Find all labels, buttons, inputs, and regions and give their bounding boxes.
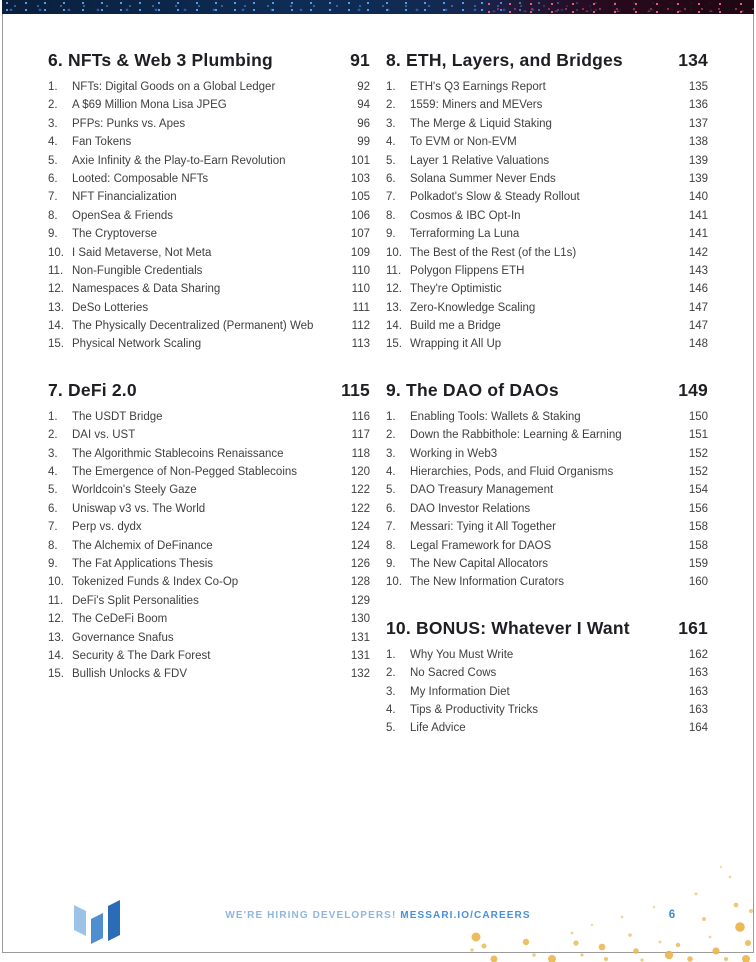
toc-item-number: 10. xyxy=(386,246,402,259)
toc-item-page: 106 xyxy=(350,209,370,222)
toc-item-number: 1. xyxy=(386,81,396,93)
toc-item-page: 139 xyxy=(688,172,708,185)
toc-item-number: 15. xyxy=(48,668,64,681)
toc-item-title: Worldcoin's Steely Gaze xyxy=(72,484,197,497)
toc-item-page: 107 xyxy=(350,228,370,241)
toc-item[interactable] xyxy=(386,262,708,280)
toc-section xyxy=(48,50,370,354)
toc-item-title: Down the Rabbithole: Learning & Earning xyxy=(410,429,622,442)
toc-item[interactable] xyxy=(386,408,708,426)
messari-logo xyxy=(72,899,122,945)
toc-item-number: 9. xyxy=(48,557,58,570)
toc-item-title: To EVM or Non-EVM xyxy=(410,136,517,149)
toc-item-page: 131 xyxy=(350,649,370,662)
toc-item-title: The CeDeFi Boom xyxy=(72,613,168,626)
toc-item[interactable] xyxy=(48,610,370,628)
toc-section xyxy=(386,380,708,592)
toc-item-page: 148 xyxy=(688,338,708,351)
toc-item-title: The New Information Curators xyxy=(410,576,565,589)
toc-item-number: 5. xyxy=(386,484,396,497)
toc-item-title: The Merge & Liquid Staking xyxy=(410,117,552,130)
toc-item-number: 14. xyxy=(386,320,402,333)
toc-item-page: 140 xyxy=(688,191,708,204)
toc-item-number: 3. xyxy=(48,117,58,130)
toc-item-page: 143 xyxy=(688,264,708,277)
toc-item[interactable] xyxy=(48,170,370,188)
section-page-number: 115 xyxy=(341,379,370,400)
toc-item-page: 137 xyxy=(688,117,708,130)
toc-item-page: 128 xyxy=(350,576,370,589)
toc-item-title: No Sacred Cows xyxy=(410,667,497,680)
toc-item[interactable] xyxy=(48,115,370,133)
toc-item-number: 15. xyxy=(48,338,64,351)
toc-item-page: 163 xyxy=(688,667,708,680)
toc-item-title: Solana Summer Never Ends xyxy=(410,172,556,185)
toc-item-number: 6. xyxy=(386,502,396,515)
toc-item-title: They're Optimistic xyxy=(410,283,502,296)
toc-item-page: 103 xyxy=(350,172,370,185)
toc-item-page: 139 xyxy=(688,154,708,167)
toc-item-page: 141 xyxy=(688,228,708,241)
toc-item-title: Tips & Productivity Tricks xyxy=(410,703,539,716)
toc-item-number: 3. xyxy=(386,447,396,460)
toc-item[interactable] xyxy=(48,225,370,243)
toc-item-title: Polygon Flippens ETH xyxy=(410,264,525,277)
toc-item[interactable] xyxy=(48,463,370,481)
toc-item[interactable] xyxy=(386,188,708,206)
toc-item-page: 124 xyxy=(350,521,370,534)
toc-item-title: Enabling Tools: Wallets & Staking xyxy=(410,410,581,423)
toc-item-number: 8. xyxy=(48,539,58,552)
section-header[interactable] xyxy=(386,618,708,639)
toc-item[interactable] xyxy=(48,537,370,555)
toc-item-page: 147 xyxy=(688,320,708,333)
toc-item-number: 5. xyxy=(48,154,58,167)
toc-item-title: The Algorithmic Stablecoins Renaissance xyxy=(72,447,284,460)
toc-item-page: 117 xyxy=(351,429,370,442)
toc-item-number: 11. xyxy=(48,594,64,607)
toc-item[interactable] xyxy=(48,317,370,335)
toc-item-page: 124 xyxy=(350,539,370,552)
gold-speckles xyxy=(464,847,754,962)
toc-item-title: The Physically Decentralized (Permanent) Web xyxy=(72,320,314,333)
toc-item[interactable] xyxy=(386,96,708,114)
toc-item-title: Terraforming La Luna xyxy=(410,228,520,241)
toc-item-title: OpenSea & Friends xyxy=(72,209,174,222)
toc-item-page: 126 xyxy=(350,557,370,570)
toc-item-title: Looted: Composable NFTs xyxy=(72,172,209,185)
toc-item-number: 12. xyxy=(386,283,402,296)
toc-item[interactable] xyxy=(386,170,708,188)
toc-item-title: Wrapping it All Up xyxy=(410,338,502,351)
toc-item-number: 3. xyxy=(386,685,396,698)
toc-item[interactable] xyxy=(386,133,708,151)
toc-item-title: DeSo Lotteries xyxy=(72,301,149,314)
toc-item-number: 13. xyxy=(48,631,64,644)
toc-item[interactable] xyxy=(386,518,708,536)
toc-item[interactable] xyxy=(48,555,370,573)
toc-item[interactable] xyxy=(48,244,370,262)
toc-item-page: 92 xyxy=(357,81,370,93)
toc-item-page: 135 xyxy=(688,81,708,93)
section-page-number: 149 xyxy=(678,379,708,400)
toc-item-number: 7. xyxy=(48,191,58,204)
toc-item-page: 158 xyxy=(688,539,708,552)
toc-item-page: 142 xyxy=(688,246,708,259)
toc-item-number: 6. xyxy=(386,172,396,185)
toc-item-page: 146 xyxy=(688,283,708,296)
toc-item[interactable] xyxy=(48,207,370,225)
toc-item-title: A $69 Million Mona Lisa JPEG xyxy=(72,99,227,112)
section-title: 10. BONUS: Whatever I Want xyxy=(386,617,630,638)
toc-item[interactable] xyxy=(48,78,370,96)
toc-item-number: 5. xyxy=(386,154,396,167)
toc-item-number: 4. xyxy=(48,466,58,479)
toc-item-page: 138 xyxy=(688,136,708,149)
toc-item[interactable] xyxy=(386,115,708,133)
toc-item-number: 12. xyxy=(48,283,64,296)
toc-item-page: 152 xyxy=(688,447,708,460)
toc-item-number: 4. xyxy=(48,136,58,149)
toc-item-title: Hierarchies, Pods, and Fluid Organisms xyxy=(410,466,614,479)
toc-item-number: 8. xyxy=(48,209,58,222)
toc-item-title: The Emergence of Non-Pegged Stablecoins xyxy=(72,466,298,479)
toc-item[interactable] xyxy=(386,317,708,335)
toc-item-number: 5. xyxy=(48,484,58,497)
page-number: 6 xyxy=(668,909,676,921)
toc-item-title: The Best of the Rest (of the L1s) xyxy=(410,246,577,259)
section-page-number: 91 xyxy=(350,50,370,70)
toc-item-page: 129 xyxy=(350,594,370,607)
toc-item-number: 1. xyxy=(386,410,396,423)
toc-item-number: 14. xyxy=(48,649,64,662)
toc-section xyxy=(386,50,708,354)
toc-item-number: 3. xyxy=(386,117,396,130)
toc-item-page: 132 xyxy=(350,668,370,681)
toc-item-number: 2. xyxy=(386,99,396,112)
toc-item-title: ETH's Q3 Earnings Report xyxy=(410,81,546,93)
toc-item-page: 151 xyxy=(688,429,708,442)
toc-item-number: 6. xyxy=(48,172,58,185)
toc-item-number: 11. xyxy=(386,264,402,277)
toc-item[interactable] xyxy=(386,463,708,481)
toc-item[interactable] xyxy=(48,188,370,206)
toc-item-page: 163 xyxy=(688,685,708,698)
toc-item-title: Working in Web3 xyxy=(410,447,498,460)
toc-item[interactable] xyxy=(48,629,370,647)
toc-item-number: 7. xyxy=(386,191,396,204)
toc-item-title: I Said Metaverse, Not Meta xyxy=(72,246,212,259)
toc-item[interactable] xyxy=(48,426,370,444)
toc-item-title: Uniswap v3 vs. The World xyxy=(72,502,206,515)
toc-item[interactable] xyxy=(386,426,708,444)
toc-item-number: 2. xyxy=(48,99,58,112)
toc-item-title: Legal Framework for DAOS xyxy=(410,539,552,552)
toc-item-number: 9. xyxy=(48,228,58,241)
toc-item-title: DAO Treasury Management xyxy=(410,484,554,497)
toc-item-page: 105 xyxy=(350,191,370,204)
toc-item-number: 3. xyxy=(48,447,58,460)
section-title: 9. The DAO of DAOs xyxy=(386,379,559,400)
toc-item-page: 162 xyxy=(688,648,708,661)
toc-item-page: 147 xyxy=(688,301,708,314)
section-header[interactable] xyxy=(48,380,370,401)
toc-item-title: Layer 1 Relative Valuations xyxy=(410,154,550,167)
toc-item-number: 11. xyxy=(48,264,64,277)
toc-item-number: 6. xyxy=(48,502,58,515)
toc-item-page: 122 xyxy=(350,484,370,497)
toc-item-number: 10. xyxy=(48,246,64,259)
careers-link[interactable]: MESSARI.IO/CAREERS xyxy=(400,910,531,921)
toc-item-number: 2. xyxy=(48,429,58,442)
toc-item[interactable] xyxy=(48,262,370,280)
toc-item[interactable] xyxy=(386,481,708,499)
toc-item[interactable] xyxy=(386,299,708,317)
toc-item-number: 1. xyxy=(48,81,58,93)
toc-item-number: 10. xyxy=(386,576,402,589)
toc-item[interactable] xyxy=(48,518,370,536)
toc-item-page: 130 xyxy=(350,613,370,626)
toc-item-page: 110 xyxy=(351,283,370,296)
toc-item-page: 136 xyxy=(688,99,708,112)
toc-item-page: 164 xyxy=(688,722,708,735)
toc-column-left xyxy=(48,50,370,764)
toc-item[interactable] xyxy=(48,573,370,591)
toc-item-page: 101 xyxy=(350,154,370,167)
toc-item-number: 2. xyxy=(386,429,396,442)
toc-item-title: Bullish Unlocks & FDV xyxy=(72,668,188,681)
toc-item[interactable] xyxy=(386,335,708,353)
toc-item[interactable] xyxy=(48,665,370,683)
toc-item[interactable] xyxy=(386,78,708,96)
toc-item[interactable] xyxy=(386,664,708,682)
toc-item-number: 10. xyxy=(48,576,64,589)
section-header[interactable] xyxy=(386,380,708,401)
toc-item[interactable] xyxy=(386,152,708,170)
toc-item-title: Security & The Dark Forest xyxy=(72,649,211,662)
toc-item[interactable] xyxy=(48,133,370,151)
toc-item-title: The New Capital Allocators xyxy=(410,557,549,570)
toc-item-page: 99 xyxy=(357,136,370,149)
toc-item-title: Physical Network Scaling xyxy=(72,338,202,351)
toc-item-page: 150 xyxy=(688,410,708,423)
toc-item-number: 8. xyxy=(386,539,396,552)
toc-item-page: 156 xyxy=(688,502,708,515)
section-header[interactable] xyxy=(386,50,708,71)
toc-item-page: 111 xyxy=(352,301,370,314)
toc-item[interactable] xyxy=(386,719,708,737)
toc-item-page: 116 xyxy=(351,410,370,423)
toc-item-number: 5. xyxy=(386,722,396,735)
toc-item-page: 122 xyxy=(350,502,370,515)
toc-column-right xyxy=(386,50,708,764)
toc-item[interactable] xyxy=(48,481,370,499)
toc-item-title: Governance Snafus xyxy=(72,631,174,644)
toc-item[interactable] xyxy=(386,537,708,555)
toc-item-page: 109 xyxy=(350,246,370,259)
toc-item[interactable] xyxy=(386,244,708,262)
toc-item[interactable] xyxy=(386,555,708,573)
toc-item-title: Non-Fungible Credentials xyxy=(72,264,203,277)
toc-item-number: 12. xyxy=(48,613,64,626)
toc-item-page: 158 xyxy=(688,521,708,534)
toc-item-title: Tokenized Funds & Index Co-Op xyxy=(72,576,239,589)
toc-item[interactable] xyxy=(386,207,708,225)
toc-item-number: 14. xyxy=(48,320,64,333)
toc-item-page: 131 xyxy=(350,631,370,644)
toc-item-number: 15. xyxy=(386,338,402,351)
toc-item-number: 8. xyxy=(386,209,396,222)
toc-item-title: The Alchemix of DeFinance xyxy=(72,539,213,552)
top-decoration-band xyxy=(2,0,754,14)
toc-item-number: 2. xyxy=(386,667,396,680)
toc-item[interactable] xyxy=(48,152,370,170)
toc-item-page: 94 xyxy=(357,99,370,112)
toc-item-page: 113 xyxy=(351,338,370,351)
toc-item-page: 152 xyxy=(688,466,708,479)
toc-item-number: 9. xyxy=(386,228,396,241)
section-page-number: 161 xyxy=(678,617,708,638)
toc-item-number: 13. xyxy=(386,301,402,314)
section-title: 7. DeFi 2.0 xyxy=(48,379,137,400)
toc-item[interactable] xyxy=(48,280,370,298)
section-page-number: 134 xyxy=(678,50,708,70)
toc-item-title: 1559: Miners and MEVers xyxy=(410,99,543,112)
top-band-pink-speckles xyxy=(483,0,754,14)
toc-item-title: Perp vs. dydx xyxy=(72,521,142,534)
toc-item-page: 141 xyxy=(688,209,708,222)
toc-item-title: DeFi's Split Personalities xyxy=(72,594,199,607)
toc-item-title: Cosmos & IBC Opt-In xyxy=(410,209,521,222)
toc-section xyxy=(386,618,708,738)
toc-item-number: 13. xyxy=(48,301,64,314)
toc-item-number: 4. xyxy=(386,136,396,149)
toc-item-title: My Information Diet xyxy=(410,685,510,698)
toc-item-number: 1. xyxy=(48,410,58,423)
toc-item[interactable] xyxy=(386,500,708,518)
toc-item-title: NFT Financialization xyxy=(72,191,177,204)
toc-item-title: NFTs: Digital Goods on a Global Ledger xyxy=(72,81,276,93)
toc-item[interactable] xyxy=(386,646,708,664)
toc-item[interactable] xyxy=(48,408,370,426)
toc-item-page: 118 xyxy=(351,447,370,460)
toc-item-page: 96 xyxy=(357,117,370,130)
toc-item-title: The Fat Applications Thesis xyxy=(72,557,214,570)
toc-item-title: Why You Must Write xyxy=(410,648,514,661)
toc-item[interactable] xyxy=(386,701,708,719)
section-header[interactable] xyxy=(48,50,370,71)
toc-item-number: 1. xyxy=(386,648,396,661)
toc-item-title: Namespaces & Data Sharing xyxy=(72,283,221,296)
toc-item-title: Life Advice xyxy=(410,722,466,735)
toc-item-title: Axie Infinity & the Play-to-Earn Revolution xyxy=(72,154,286,167)
toc-item-title: The Cryptoverse xyxy=(72,228,158,241)
toc-item-page: 163 xyxy=(688,703,708,716)
toc-item[interactable] xyxy=(48,299,370,317)
toc-item-page: 159 xyxy=(688,557,708,570)
toc-item-title: Polkadot's Slow & Steady Rollout xyxy=(410,191,580,204)
toc-item[interactable] xyxy=(386,683,708,701)
toc-item-title: Zero-Knowledge Scaling xyxy=(410,301,536,314)
toc-item[interactable] xyxy=(48,445,370,463)
toc-item[interactable] xyxy=(48,500,370,518)
section-title: 6. NFTs & Web 3 Plumbing xyxy=(48,50,273,70)
toc-item-page: 110 xyxy=(351,264,370,277)
toc-item-page: 160 xyxy=(688,576,708,589)
toc-item-title: DAI vs. UST xyxy=(72,429,136,442)
toc-item-title: Build me a Bridge xyxy=(410,320,501,333)
toc-item[interactable] xyxy=(48,96,370,114)
toc-section xyxy=(48,380,370,684)
toc-item-page: 120 xyxy=(350,466,370,479)
toc-item-number: 7. xyxy=(386,521,396,534)
toc-item-title: The USDT Bridge xyxy=(72,410,163,423)
toc-item-title: Messari: Tying it All Together xyxy=(410,521,556,534)
toc-item[interactable] xyxy=(48,335,370,353)
toc-item-number: 4. xyxy=(386,466,396,479)
section-title: 8. ETH, Layers, and Bridges xyxy=(386,50,623,70)
toc-item-page: 112 xyxy=(351,320,370,333)
table-of-contents xyxy=(48,50,708,764)
toc-item-title: DAO Investor Relations xyxy=(410,502,531,515)
toc-item[interactable] xyxy=(386,225,708,243)
toc-item-page: 154 xyxy=(688,484,708,497)
toc-item[interactable] xyxy=(386,445,708,463)
toc-item[interactable] xyxy=(48,592,370,610)
toc-item[interactable] xyxy=(386,573,708,591)
toc-item-title: Fan Tokens xyxy=(72,136,132,149)
toc-item[interactable] xyxy=(48,647,370,665)
toc-item[interactable] xyxy=(386,280,708,298)
toc-item-title: PFPs: Punks vs. Apes xyxy=(72,117,186,130)
hiring-text: WE'RE HIRING DEVELOPERS! xyxy=(225,910,401,921)
toc-item-number: 4. xyxy=(386,703,396,716)
toc-item-number: 9. xyxy=(386,557,396,570)
toc-item-number: 7. xyxy=(48,521,58,534)
